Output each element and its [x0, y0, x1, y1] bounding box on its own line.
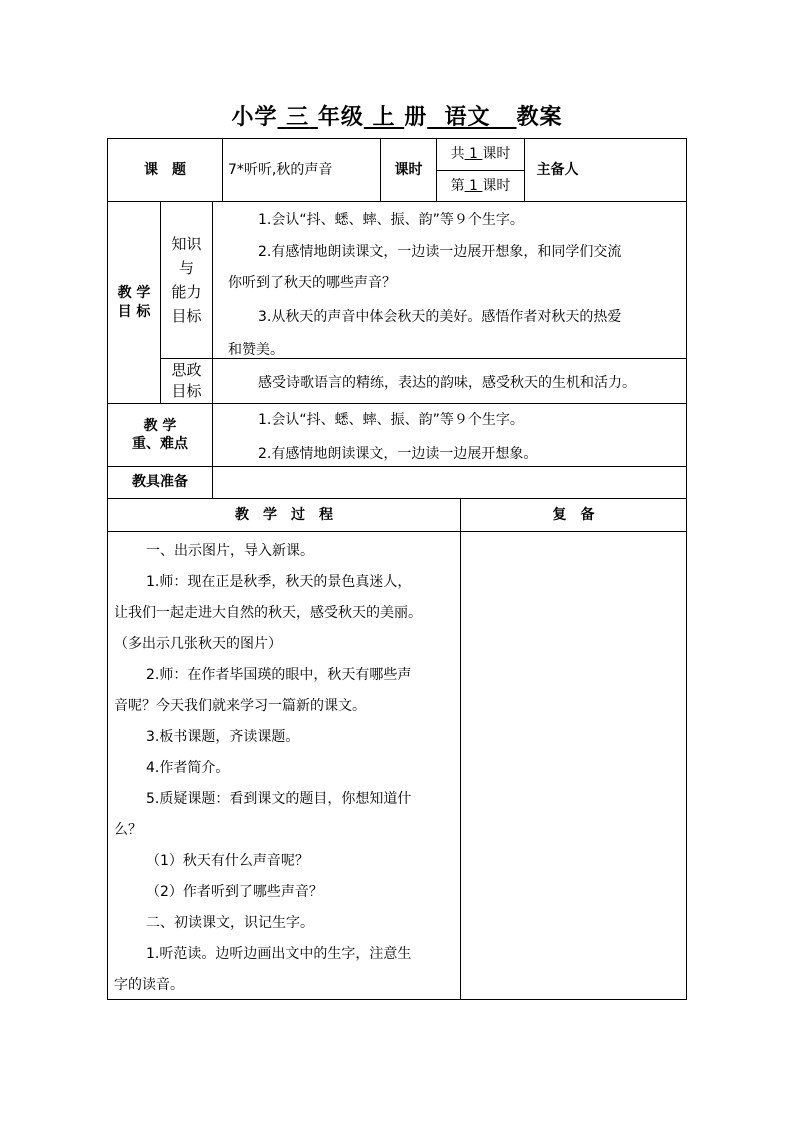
title-subject: 语文: [444, 105, 491, 130]
current-hour: 第 1 课时: [450, 177, 511, 194]
preparer-label: 主备人: [536, 161, 579, 178]
knowledge-item: 1.会认“抖、蟋、蟀、振、韵”等９个生字。: [258, 212, 524, 228]
process-line: 么？: [114, 822, 142, 838]
topic-value: [228, 139, 378, 201]
process-line: 音呢？今天我们就来学习一篇新的课文。: [114, 698, 366, 714]
process-line: 4.作者简介。: [146, 760, 230, 776]
ideology-label: 思政 目标: [171, 361, 202, 400]
knowledge-item: 2.有感情地朗读课文，一边读一边展开想象，和同学们交流: [258, 244, 622, 260]
review-header: 复 备: [552, 506, 595, 523]
topic-label: 课 题: [144, 161, 186, 178]
process-line: 3.板书课题，齐读课题。: [146, 729, 300, 745]
key-point-item: 1.会认“抖、蟋、蟀、振、韵”等９个生字。: [258, 412, 524, 428]
process-line: （2）作者听到了哪些声音？: [146, 884, 323, 900]
tools-label: 教具准备: [132, 474, 188, 491]
title-grade: 三: [286, 105, 310, 130]
topic-value-text: 7*听听,秋的声音: [228, 161, 333, 178]
title-volume: 上: [372, 105, 396, 130]
process-line: 一、出示图片，导入新课。: [146, 543, 314, 559]
process-line: 5.质疑课题：看到课文的题目，你想知道什: [146, 791, 412, 807]
knowledge-item: 3.从秋天的声音中体会秋天的美好。感悟作者对秋天的热爱: [258, 309, 622, 325]
key-points-label: 教 学 重、难点: [132, 417, 188, 452]
title-volume-suffix: 册: [404, 105, 428, 130]
title-grade-suffix: 年级: [317, 105, 364, 130]
process-line: （1）秋天有什么声音呢？: [146, 853, 309, 869]
process-line: 二、初读课文，识记生字。: [146, 915, 314, 931]
total-hours: 共 1 课时: [450, 146, 511, 163]
knowledge-item: 和赞美。: [228, 342, 284, 358]
knowledge-item: 你听到了秋天的哪些声音？: [228, 275, 396, 291]
process-line: 让我们一起走进大自然的秋天，感受秋天的美丽。: [114, 605, 422, 621]
process-line: 1.师：现在正是秋季，秋天的景色真迷人，: [146, 574, 412, 590]
objectives-label: 教 学 目 标: [117, 285, 151, 320]
tools-value: [213, 467, 686, 498]
key-point-item: 2.有感情地朗读课文，一边读一边展开想象。: [258, 446, 538, 462]
process-line: （多出示几张秋天的图片）: [114, 636, 282, 652]
page-title: [0, 100, 794, 131]
process-line: 2.师：在作者毕国瑛的眼中，秋天有哪些声: [146, 667, 412, 683]
ideology-text: 感受诗歌语言的精练，表达的韵味，感受秋天的生机和活力。: [258, 375, 636, 391]
process-line: 字的读音。: [114, 977, 184, 993]
hours-label: 课时: [394, 161, 423, 178]
title-suffix: 教案: [516, 105, 563, 130]
title-prefix: 小学: [231, 105, 278, 130]
review-column: [461, 532, 686, 999]
process-line: 1.听范读。边听边画出文中的生字，注意生: [146, 946, 412, 962]
knowledge-label: 知识 与 能力 目标: [171, 235, 202, 325]
process-header: 教 学 过 程: [235, 506, 333, 523]
